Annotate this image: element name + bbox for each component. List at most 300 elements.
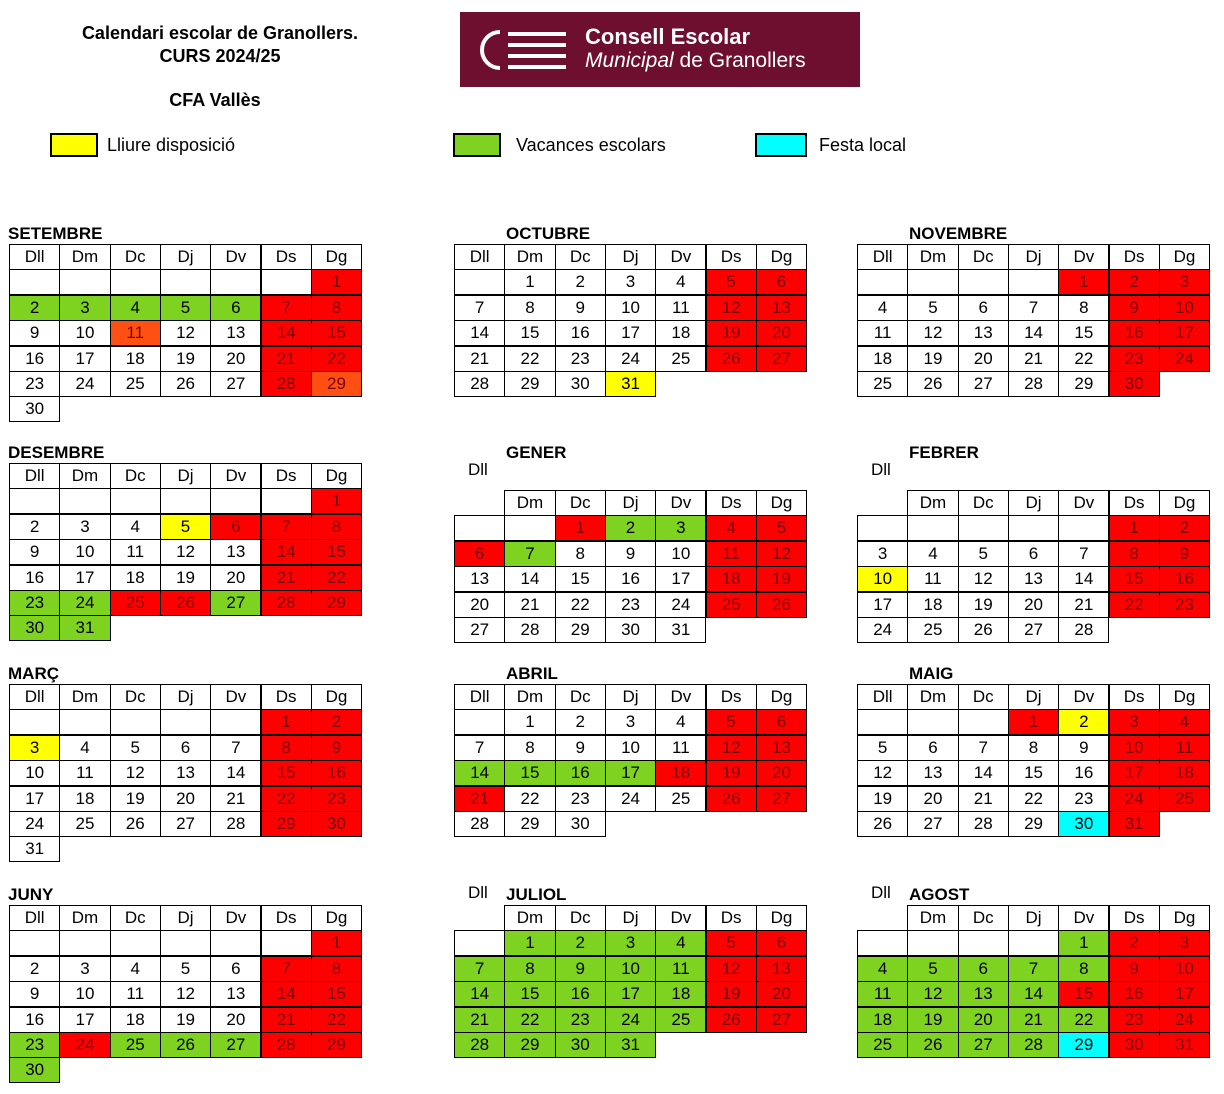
weekday-header: Dm <box>504 244 555 270</box>
day-cell: 13 <box>958 320 1009 346</box>
legend-swatch-cyan <box>755 133 807 157</box>
day-cell: 30 <box>311 811 362 837</box>
day-cell: 27 <box>210 1032 261 1058</box>
weekday-header: Dc <box>555 905 606 931</box>
empty-day-cell <box>857 709 908 735</box>
day-cell: 16 <box>1159 566 1210 592</box>
day-cell: 5 <box>756 515 807 541</box>
day-cell: 2 <box>555 930 606 956</box>
day-cell: 1 <box>311 269 362 295</box>
day-cell: 27 <box>756 786 807 812</box>
day-cell: 14 <box>454 320 505 346</box>
day-cell: 13 <box>756 295 807 321</box>
day-cell: 17 <box>1159 981 1210 1007</box>
day-cell: 2 <box>9 956 60 982</box>
day-cell: 13 <box>756 735 807 761</box>
day-cell: 6 <box>210 956 261 982</box>
day-cell: 12 <box>160 539 211 565</box>
day-cell: 10 <box>9 760 60 786</box>
day-cell: 19 <box>706 981 757 1007</box>
empty-day-cell <box>110 488 161 514</box>
weekday-header: Dg <box>756 490 807 516</box>
weekday-dll-label: Dll <box>871 883 891 902</box>
day-cell: 6 <box>907 735 958 761</box>
day-cell: 15 <box>1109 566 1160 592</box>
day-cell: 16 <box>9 1007 60 1033</box>
day-cell: 9 <box>9 981 60 1007</box>
weekday-header: Dg <box>311 684 362 710</box>
day-cell: 26 <box>160 1032 211 1058</box>
legend-lliure <box>50 132 235 158</box>
day-cell: 20 <box>210 346 261 372</box>
day-cell: 22 <box>504 786 555 812</box>
day-cell: 14 <box>504 566 555 592</box>
weekday-header: Dm <box>59 463 110 489</box>
weekday-header: Dg <box>1159 905 1210 931</box>
day-cell: 19 <box>756 566 807 592</box>
day-cell: 3 <box>605 930 656 956</box>
day-cell: 4 <box>655 269 706 295</box>
day-cell: 26 <box>160 371 211 397</box>
day-cell: 24 <box>59 371 110 397</box>
day-cell: 30 <box>555 811 606 837</box>
weekday-header: Dj <box>1008 684 1059 710</box>
empty-day-cell <box>261 269 312 295</box>
weekday-header: Dc <box>110 244 161 270</box>
day-cell: 17 <box>59 346 110 372</box>
empty-day-cell <box>958 515 1009 541</box>
day-cell: 23 <box>555 786 606 812</box>
day-cell: 24 <box>59 1032 110 1058</box>
day-cell: 28 <box>504 617 555 643</box>
day-cell: 11 <box>706 541 757 567</box>
day-cell: 17 <box>9 786 60 812</box>
empty-day-cell <box>261 930 312 956</box>
day-cell: 19 <box>857 786 908 812</box>
day-cell: 8 <box>311 514 362 540</box>
day-cell: 15 <box>504 981 555 1007</box>
day-cell: 25 <box>110 371 161 397</box>
empty-day-cell <box>110 709 161 735</box>
day-cell: 15 <box>504 320 555 346</box>
day-cell: 22 <box>1058 1007 1109 1033</box>
day-cell: 24 <box>59 590 110 616</box>
day-cell: 12 <box>706 735 757 761</box>
empty-day-cell <box>1008 269 1059 295</box>
day-cell: 28 <box>1058 617 1109 643</box>
day-cell: 23 <box>9 1032 60 1058</box>
day-cell: 20 <box>756 760 807 786</box>
day-cell: 25 <box>655 346 706 372</box>
day-cell: 24 <box>605 1007 656 1033</box>
weekday-header: Dll <box>9 244 60 270</box>
empty-day-cell <box>59 269 110 295</box>
day-cell: 24 <box>1159 346 1210 372</box>
day-cell: 12 <box>110 760 161 786</box>
day-cell: 18 <box>907 592 958 618</box>
weekday-header: Dj <box>160 244 211 270</box>
day-cell: 14 <box>1008 320 1059 346</box>
empty-day-cell <box>504 515 555 541</box>
day-cell: 25 <box>706 592 757 618</box>
weekday-header: Dc <box>110 684 161 710</box>
weekday-header: Dc <box>110 463 161 489</box>
day-cell: 13 <box>210 981 261 1007</box>
day-cell: 4 <box>857 295 908 321</box>
weekday-header: Dll <box>857 244 908 270</box>
day-cell: 2 <box>1159 515 1210 541</box>
weekday-header: Ds <box>706 244 757 270</box>
day-cell: 3 <box>59 956 110 982</box>
day-cell: 15 <box>1008 760 1059 786</box>
day-cell: 5 <box>857 735 908 761</box>
day-cell: 2 <box>9 295 60 321</box>
day-cell: 23 <box>9 371 60 397</box>
center-name: CFA Vallès <box>169 90 261 110</box>
day-cell: 14 <box>261 981 312 1007</box>
day-cell: 20 <box>958 1007 1009 1033</box>
empty-day-cell <box>210 930 261 956</box>
month-title: DESEMBRE <box>8 443 105 462</box>
day-cell: 8 <box>261 735 312 761</box>
weekday-header: Dm <box>907 490 958 516</box>
day-cell: 29 <box>311 1032 362 1058</box>
day-cell: 26 <box>958 617 1009 643</box>
day-cell: 11 <box>59 760 110 786</box>
month-title: JULIOL <box>506 885 567 904</box>
day-cell: 30 <box>9 615 60 641</box>
weekday-header: Dv <box>210 684 261 710</box>
weekday-header: Dj <box>1008 905 1059 931</box>
day-cell: 17 <box>59 1007 110 1033</box>
day-cell: 6 <box>160 735 211 761</box>
day-cell: 8 <box>1058 956 1109 982</box>
day-cell: 31 <box>1159 1032 1210 1058</box>
day-cell: 17 <box>605 760 656 786</box>
day-cell: 16 <box>1058 760 1109 786</box>
day-cell: 25 <box>110 1032 161 1058</box>
day-cell: 9 <box>555 956 606 982</box>
day-cell: 3 <box>1109 709 1160 735</box>
day-cell: 10 <box>605 735 656 761</box>
day-cell: 10 <box>1109 735 1160 761</box>
empty-day-cell <box>160 488 211 514</box>
day-cell: 7 <box>1058 541 1109 567</box>
day-cell: 22 <box>311 565 362 591</box>
weekday-header: Dv <box>210 905 261 931</box>
day-cell: 29 <box>504 371 555 397</box>
weekday-header: Ds <box>261 905 312 931</box>
day-cell: 10 <box>857 566 908 592</box>
empty-day-cell <box>454 515 505 541</box>
day-cell: 7 <box>261 514 312 540</box>
day-cell: 28 <box>958 811 1009 837</box>
empty-day-cell <box>160 269 211 295</box>
weekday-header: Dj <box>605 684 656 710</box>
day-cell: 21 <box>1008 1007 1059 1033</box>
day-cell: 23 <box>555 346 606 372</box>
day-cell: 9 <box>9 539 60 565</box>
day-cell: 9 <box>1159 541 1210 567</box>
day-cell: 23 <box>605 592 656 618</box>
day-cell: 13 <box>160 760 211 786</box>
day-cell: 14 <box>261 539 312 565</box>
day-cell: 8 <box>1109 541 1160 567</box>
day-cell: 18 <box>655 760 706 786</box>
day-cell: 11 <box>110 981 161 1007</box>
empty-day-cell <box>210 488 261 514</box>
day-cell: 26 <box>706 786 757 812</box>
day-cell: 27 <box>210 590 261 616</box>
logo-line1: Consell Escolar <box>585 24 751 49</box>
day-cell: 3 <box>1159 930 1210 956</box>
weekday-dll-label: Dll <box>871 460 891 479</box>
day-cell: 3 <box>605 269 656 295</box>
day-cell: 4 <box>655 930 706 956</box>
month-title: OCTUBRE <box>506 224 591 243</box>
day-cell: 5 <box>958 541 1009 567</box>
empty-day-cell <box>160 930 211 956</box>
day-cell: 28 <box>261 590 312 616</box>
weekday-header: Dv <box>1058 684 1109 710</box>
day-cell: 30 <box>1109 1032 1160 1058</box>
day-cell: 22 <box>555 592 606 618</box>
weekday-header: Dj <box>160 905 211 931</box>
weekday-header: Dc <box>958 244 1009 270</box>
day-cell: 31 <box>655 617 706 643</box>
day-cell: 6 <box>454 541 505 567</box>
day-cell: 15 <box>311 320 362 346</box>
day-cell: 1 <box>1058 930 1109 956</box>
weekday-header: Dj <box>1008 244 1059 270</box>
empty-day-cell <box>857 930 908 956</box>
empty-day-cell <box>1008 515 1059 541</box>
day-cell: 8 <box>311 295 362 321</box>
day-cell: 11 <box>857 981 908 1007</box>
day-cell: 17 <box>605 981 656 1007</box>
day-cell: 25 <box>655 786 706 812</box>
day-cell: 16 <box>605 566 656 592</box>
day-cell: 13 <box>756 956 807 982</box>
weekday-header: Dm <box>907 684 958 710</box>
day-cell: 18 <box>857 346 908 372</box>
day-cell: 11 <box>110 320 161 346</box>
day-cell: 29 <box>261 811 312 837</box>
day-cell: 20 <box>756 981 807 1007</box>
day-cell: 14 <box>1008 981 1059 1007</box>
day-cell: 5 <box>907 956 958 982</box>
day-cell: 15 <box>311 539 362 565</box>
day-cell: 7 <box>261 956 312 982</box>
empty-day-cell <box>9 488 60 514</box>
day-cell: 26 <box>706 1007 757 1033</box>
day-cell: 15 <box>1058 320 1109 346</box>
day-cell: 6 <box>958 295 1009 321</box>
day-cell: 7 <box>454 735 505 761</box>
day-cell: 26 <box>857 811 908 837</box>
day-cell: 1 <box>504 709 555 735</box>
day-cell: 19 <box>110 786 161 812</box>
weekday-header: Ds <box>706 684 757 710</box>
day-cell: 25 <box>655 1007 706 1033</box>
weekday-header: Dv <box>210 463 261 489</box>
day-cell: 4 <box>110 956 161 982</box>
day-cell: 13 <box>210 539 261 565</box>
weekday-header: Dg <box>1159 684 1210 710</box>
day-cell: 19 <box>907 346 958 372</box>
day-cell: 20 <box>160 786 211 812</box>
day-cell: 23 <box>1109 346 1160 372</box>
legend-label: Vacances escolars <box>516 134 666 155</box>
day-cell: 27 <box>210 371 261 397</box>
day-cell: 6 <box>756 930 807 956</box>
day-cell: 20 <box>210 565 261 591</box>
day-cell: 20 <box>210 1007 261 1033</box>
day-cell: 26 <box>706 346 757 372</box>
day-cell: 10 <box>1159 956 1210 982</box>
empty-day-cell <box>59 488 110 514</box>
day-cell: 19 <box>958 592 1009 618</box>
day-cell: 19 <box>160 565 211 591</box>
weekday-header: Dg <box>756 905 807 931</box>
day-cell: 28 <box>454 371 505 397</box>
weekday-header: Dg <box>1159 490 1210 516</box>
day-cell: 3 <box>59 514 110 540</box>
day-cell: 19 <box>706 320 757 346</box>
day-cell: 21 <box>261 1007 312 1033</box>
day-cell: 28 <box>261 371 312 397</box>
day-cell: 22 <box>1058 346 1109 372</box>
day-cell: 9 <box>555 735 606 761</box>
day-cell: 27 <box>756 1007 807 1033</box>
day-cell: 9 <box>605 541 656 567</box>
day-cell: 12 <box>706 956 757 982</box>
day-cell: 22 <box>504 1007 555 1033</box>
weekday-header: Dj <box>605 905 656 931</box>
day-cell: 17 <box>59 565 110 591</box>
day-cell: 5 <box>907 295 958 321</box>
day-cell: 4 <box>110 295 161 321</box>
day-cell: 14 <box>1058 566 1109 592</box>
weekday-header: Dc <box>555 490 606 516</box>
empty-day-cell <box>454 709 505 735</box>
weekday-header: Dj <box>160 684 211 710</box>
day-cell: 23 <box>311 786 362 812</box>
day-cell: 11 <box>655 956 706 982</box>
day-cell: 12 <box>706 295 757 321</box>
day-cell: 12 <box>958 566 1009 592</box>
day-cell: 30 <box>555 1032 606 1058</box>
day-cell: 19 <box>706 760 757 786</box>
day-cell: 15 <box>555 566 606 592</box>
day-cell: 26 <box>907 371 958 397</box>
day-cell: 16 <box>311 760 362 786</box>
day-cell: 7 <box>454 956 505 982</box>
day-cell: 4 <box>857 956 908 982</box>
empty-day-cell <box>907 709 958 735</box>
day-cell: 7 <box>504 541 555 567</box>
day-cell: 21 <box>454 346 505 372</box>
day-cell: 25 <box>857 1032 908 1058</box>
weekday-header: Dll <box>9 905 60 931</box>
day-cell: 4 <box>59 735 110 761</box>
day-cell: 16 <box>1109 320 1160 346</box>
day-cell: 28 <box>1008 1032 1059 1058</box>
day-cell: 14 <box>454 981 505 1007</box>
weekday-header: Dj <box>605 490 656 516</box>
weekday-header: Dc <box>958 490 1009 516</box>
legend-vacances <box>453 132 666 158</box>
day-cell: 24 <box>1159 1007 1210 1033</box>
day-cell: 1 <box>1008 709 1059 735</box>
day-cell: 18 <box>706 566 757 592</box>
day-cell: 28 <box>1008 371 1059 397</box>
day-cell: 23 <box>9 590 60 616</box>
day-cell: 2 <box>605 515 656 541</box>
day-cell: 14 <box>454 760 505 786</box>
day-cell: 29 <box>555 617 606 643</box>
weekday-header: Dc <box>958 905 1009 931</box>
day-cell: 4 <box>110 514 161 540</box>
day-cell: 15 <box>261 760 312 786</box>
day-cell: 27 <box>454 617 505 643</box>
day-cell: 26 <box>907 1032 958 1058</box>
day-cell: 23 <box>1159 592 1210 618</box>
day-cell: 4 <box>706 515 757 541</box>
day-cell: 8 <box>1058 295 1109 321</box>
day-cell: 10 <box>59 981 110 1007</box>
day-cell: 31 <box>605 1032 656 1058</box>
weekday-header: Ds <box>706 490 757 516</box>
weekday-header: Dc <box>958 684 1009 710</box>
day-cell: 16 <box>1109 981 1160 1007</box>
empty-day-cell <box>907 269 958 295</box>
day-cell: 4 <box>655 709 706 735</box>
logo-mark-icon <box>480 28 570 72</box>
day-cell: 10 <box>59 320 110 346</box>
day-cell: 27 <box>1008 617 1059 643</box>
day-cell: 8 <box>1008 735 1059 761</box>
day-cell: 28 <box>454 1032 505 1058</box>
day-cell: 31 <box>605 371 656 397</box>
weekday-header: Dll <box>454 244 505 270</box>
weekday-header: Dc <box>555 244 606 270</box>
day-cell: 12 <box>857 760 908 786</box>
consell-escolar-logo <box>460 12 860 87</box>
weekday-header: Dll <box>454 684 505 710</box>
weekday-header: Dv <box>655 244 706 270</box>
day-cell: 10 <box>59 539 110 565</box>
day-cell: 28 <box>454 811 505 837</box>
day-cell: 15 <box>311 981 362 1007</box>
legend-label: Festa local <box>819 134 907 155</box>
month-title: AGOST <box>909 885 970 904</box>
weekday-header: Dv <box>210 244 261 270</box>
day-cell: 8 <box>311 956 362 982</box>
logo-line2-italic: Municipal <box>585 49 674 72</box>
day-cell: 5 <box>160 295 211 321</box>
month-title: JUNY <box>8 885 54 904</box>
day-cell: 2 <box>555 269 606 295</box>
day-cell: 3 <box>605 709 656 735</box>
day-cell: 1 <box>1058 269 1109 295</box>
empty-day-cell <box>958 930 1009 956</box>
day-cell: 10 <box>605 295 656 321</box>
day-cell: 21 <box>1008 346 1059 372</box>
day-cell: 23 <box>1109 1007 1160 1033</box>
day-cell: 18 <box>857 1007 908 1033</box>
day-cell: 26 <box>110 811 161 837</box>
